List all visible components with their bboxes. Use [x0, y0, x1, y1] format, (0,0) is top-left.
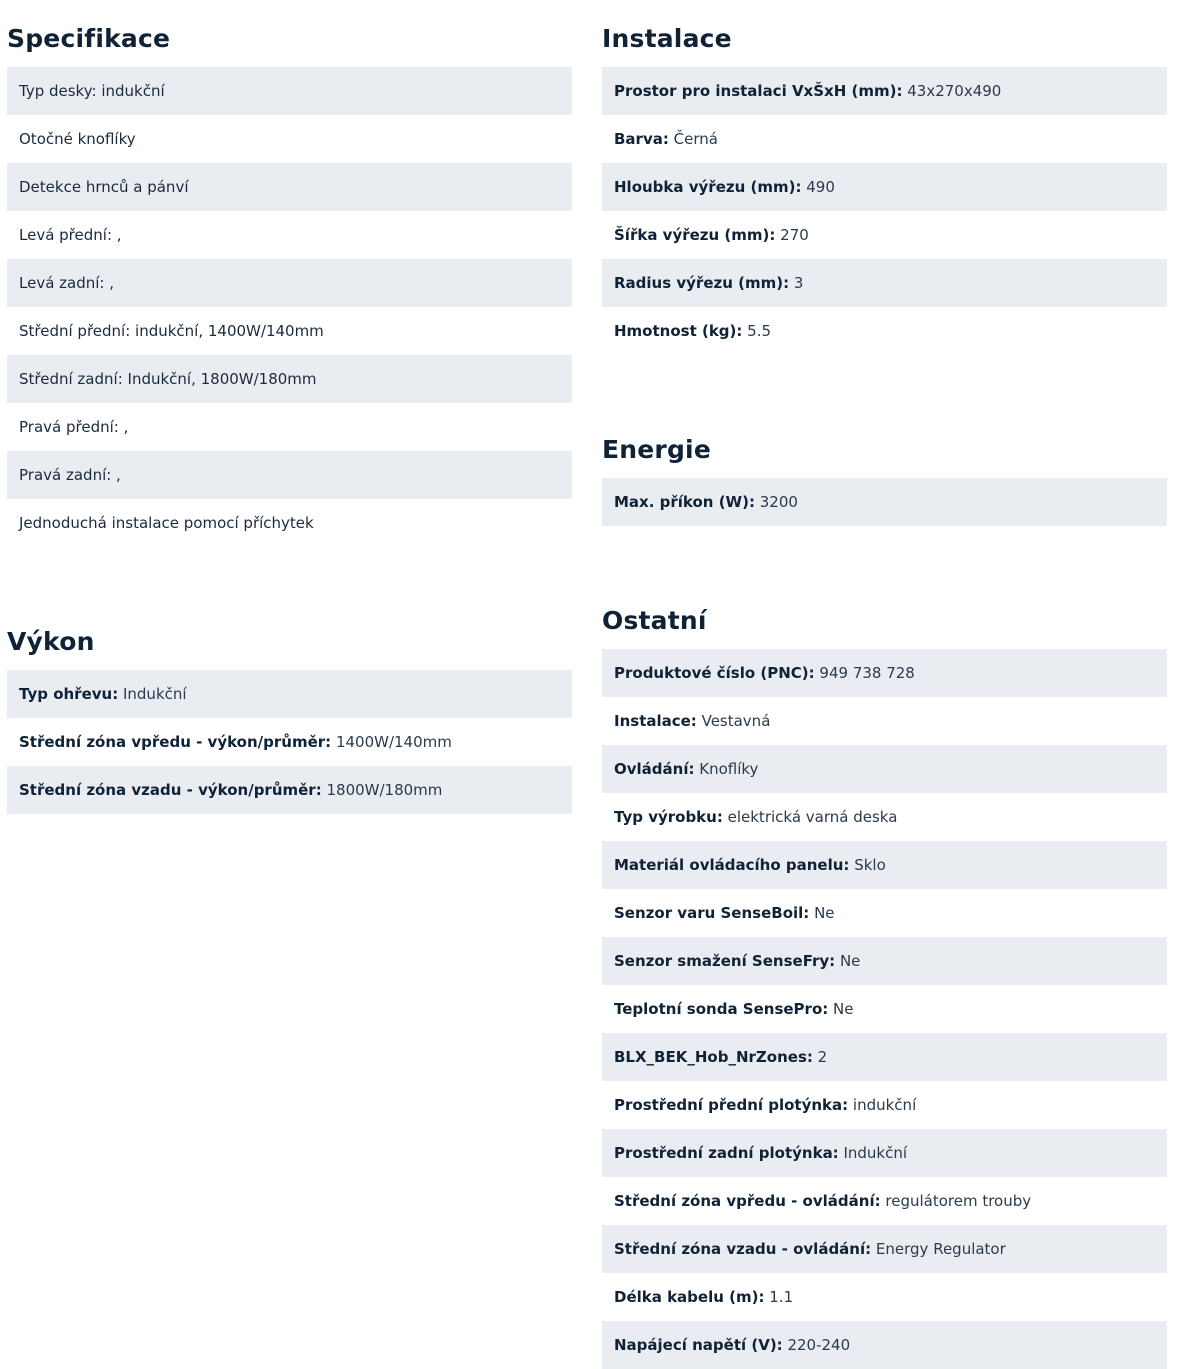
spec-row: Typ desky: indukční	[7, 67, 572, 115]
row-key: Napájecí napětí (V):	[614, 1336, 783, 1354]
row-value: 1.1	[769, 1288, 794, 1306]
ostatni-row	[602, 745, 1167, 793]
ostatni-row	[602, 649, 1167, 697]
row-value: Černá	[673, 130, 718, 148]
row-value: Ne	[833, 1000, 854, 1018]
row-key: Střední zóna vzadu - výkon/průměr:	[19, 781, 322, 799]
row-key: Produktové číslo (PNC):	[614, 664, 815, 682]
row-key: Radius výřezu (mm):	[614, 274, 790, 292]
row-value: Vestavná	[701, 712, 771, 730]
row-key: Prostřední přední plotýnka:	[614, 1096, 849, 1114]
ostatni-row	[602, 1225, 1167, 1273]
instalace-row	[602, 259, 1167, 307]
spec-row: Střední zadní: Indukční, 1800W/180mm	[7, 355, 572, 403]
vykon-list	[7, 670, 572, 814]
instalace-row	[602, 115, 1167, 163]
row-value: 3200	[759, 493, 798, 511]
row-key: BLX_BEK_Hob_NrZones:	[614, 1048, 813, 1066]
row-value: 949 738 728	[819, 664, 915, 682]
spec-row: Levá zadní: ,	[7, 259, 572, 307]
ostatni-list	[602, 649, 1167, 1369]
row-key: Střední zóna vpředu - ovládání:	[614, 1192, 881, 1210]
row-value: Ne	[814, 904, 835, 922]
vykon-row	[7, 718, 572, 766]
row-value: Indukční	[843, 1144, 908, 1162]
section-title-ostatni: Ostatní	[602, 606, 707, 635]
ostatni-row	[602, 1129, 1167, 1177]
row-key: Ovládání:	[614, 760, 695, 778]
row-key: Šířka výřezu (mm):	[614, 226, 776, 244]
ostatni-row	[602, 793, 1167, 841]
row-value: 270	[780, 226, 809, 244]
section-title-specifikace: Specifikace	[7, 24, 171, 53]
row-key: Hmotnost (kg):	[614, 322, 743, 340]
ostatni-row	[602, 889, 1167, 937]
vykon-row	[7, 766, 572, 814]
ostatni-row	[602, 1081, 1167, 1129]
row-key: Senzor varu SenseBoil:	[614, 904, 810, 922]
ostatni-row	[602, 1177, 1167, 1225]
row-value: indukční	[852, 1096, 917, 1114]
row-key: Teplotní sonda SensePro:	[614, 1000, 829, 1018]
row-value: 3	[793, 274, 804, 292]
row-key: Prostor pro instalaci VxŠxH (mm):	[614, 82, 903, 100]
left-column	[7, 0, 572, 814]
spec-row: Levá přední: ,	[19, 226, 122, 244]
row-key: Typ ohřevu:	[19, 685, 119, 703]
row-value: Knoflíky	[699, 760, 759, 778]
ostatni-row	[602, 985, 1167, 1033]
row-key: Střední zóna vpředu - výkon/průměr:	[19, 733, 332, 751]
spec-row: Jednoduchá instalace pomocí příchytek	[19, 514, 314, 532]
spec-list	[7, 67, 572, 547]
section-title-vykon: Výkon	[7, 627, 95, 656]
row-key: Senzor smažení SenseFry:	[614, 952, 836, 970]
row-value: Ne	[839, 952, 861, 970]
ostatni-row	[602, 1321, 1167, 1369]
spec-row: Pravá přední: ,	[19, 418, 129, 436]
vykon-row	[7, 670, 572, 718]
energie-row	[602, 478, 1167, 526]
row-key: Typ výrobku:	[614, 808, 723, 826]
row-key: Délka kabelu (m):	[614, 1288, 765, 1306]
spec-row: Střední přední: indukční, 1400W/140mm	[19, 322, 324, 340]
instalace-row	[602, 67, 1167, 115]
instalace-list	[602, 67, 1167, 355]
spec-row: Pravá zadní: ,	[7, 451, 572, 499]
row-value: 5.5	[747, 322, 772, 340]
section-title-energie: Energie	[602, 435, 711, 464]
row-key: Prostřední zadní plotýnka:	[614, 1144, 839, 1162]
ostatni-row	[602, 697, 1167, 745]
row-key: Max. příkon (W):	[614, 493, 755, 511]
row-value: 1800W/180mm	[326, 781, 443, 799]
spec-row: Otočné knoflíky	[19, 130, 136, 148]
row-key: Hloubka výřezu (mm):	[614, 178, 802, 196]
row-value: Sklo	[854, 856, 886, 874]
row-key: Materiál ovládacího panelu:	[614, 856, 850, 874]
row-key: Barva:	[614, 130, 669, 148]
ostatni-row	[602, 1033, 1167, 1081]
row-value: Energy Regulator	[875, 1240, 1006, 1258]
energie-list	[602, 478, 1167, 526]
row-value: Indukční	[122, 685, 187, 703]
row-value: 220-240	[787, 1336, 851, 1354]
right-column	[602, 0, 1167, 1369]
instalace-row	[602, 307, 1167, 355]
row-value: 490	[806, 178, 835, 196]
row-value: regulátorem trouby	[885, 1192, 1032, 1210]
ostatni-row	[602, 1273, 1167, 1321]
ostatni-row	[602, 841, 1167, 889]
row-value: elektrická varná deska	[727, 808, 898, 826]
row-key: Instalace:	[614, 712, 697, 730]
instalace-row	[602, 163, 1167, 211]
row-key: Střední zóna vzadu - ovládání:	[614, 1240, 872, 1258]
row-value: 2	[817, 1048, 828, 1066]
section-title-instalace: Instalace	[602, 24, 732, 53]
row-value: 43x270x490	[907, 82, 1002, 100]
row-value: 1400W/140mm	[335, 733, 452, 751]
spec-row: Detekce hrnců a pánví	[7, 163, 572, 211]
instalace-row	[602, 211, 1167, 259]
ostatni-row	[602, 937, 1167, 985]
